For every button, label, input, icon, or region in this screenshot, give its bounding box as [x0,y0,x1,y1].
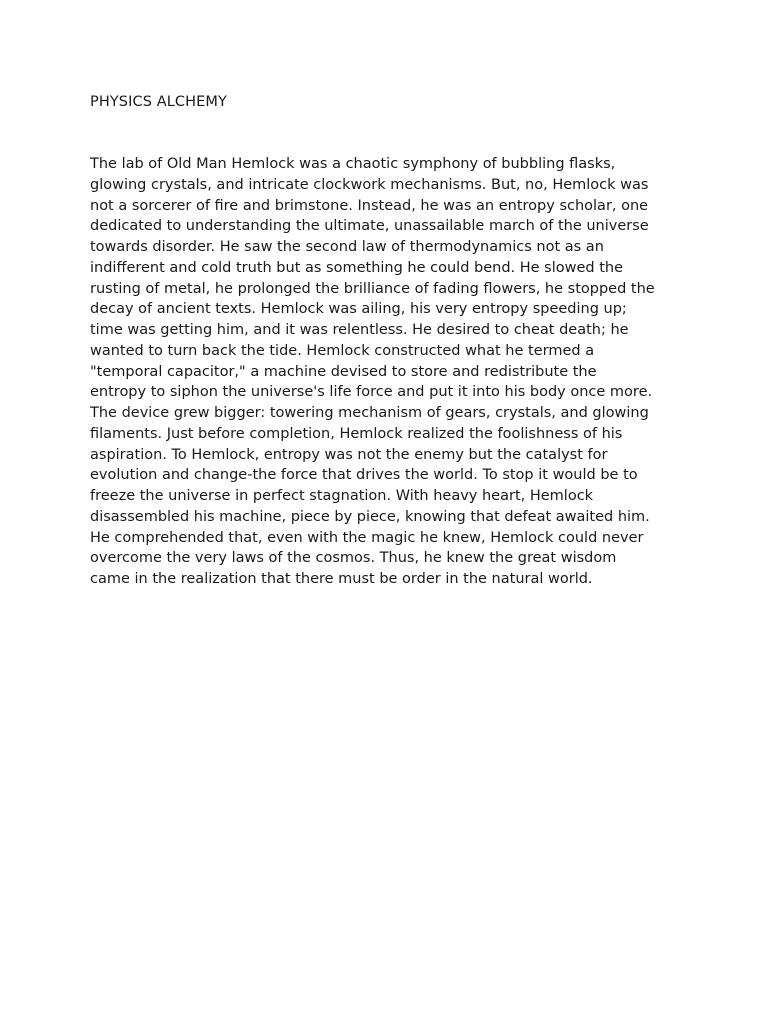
paragraph-line: time was getting him, and it was relentless. He desired to cheat death; he [90,322,629,338]
paragraph-line: He comprehended that, even with the magic he knew, Hemlock could never [90,529,644,546]
paragraph-line: indifferent and cold truth but as something he could bend. He slowed the [90,259,624,276]
paragraph-line: glowing crystals, and intricate clockwork mechanisms. But, no, Hemlock was [90,176,649,193]
paragraph-line: aspiration. To Hemlock, entropy was not the enemy but the catalyst for [90,446,608,463]
paragraph-line: disassembled his machine, piece by piece, knowing that defeat awaited him. [90,508,650,525]
paragraph-line: decay of ancient texts. Hemlock was ailing, his very entropy speeding up; [90,301,627,318]
paragraph-line: The device grew bigger: towering mechanism of gears, crystals, and glowing [90,405,649,421]
paragraph-line: dedicated to understanding the ultimate, unassailable march of the universe [90,218,649,235]
paragraph-line: towards disorder. He saw the second law of thermodynamics not as an [90,239,604,255]
paragraph-line: freeze the universe in perfect stagnation. With heavy heart, Hemlock [90,488,594,504]
paragraph-line: rusting of metal, he prolonged the brilliance of fading flowers, he stopped the [90,280,655,297]
body-paragraph [90,154,690,590]
paragraph-line: overcome the very laws of the cosmos. Thus, he knew the great wisdom [90,550,617,567]
paragraph-line: wanted to turn back the tide. Hemlock constructed what he termed a [90,342,595,359]
paragraph-line: The lab of Old Man Hemlock was a chaotic symphony of bubbling flasks, [90,156,616,172]
paragraph-line: "temporal capacitor," a machine devised to store and redistribute the [90,363,597,380]
paragraph-line: came in the realization that there must be order in the natural world. [90,571,593,587]
document-title: PHYSICS ALCHEMY [90,94,227,110]
paragraph-line: evolution and change-the force that drives the world. To stop it would be to [90,467,638,484]
paragraph-line: entropy to siphon the universe's life force and put it into his body once more. [90,384,653,401]
paragraph-line: filaments. Just before completion, Hemlock realized the foolishness of his [90,425,623,442]
paragraph-line: not a sorcerer of fire and brimstone. Instead, he was an entropy scholar, one [90,197,649,214]
